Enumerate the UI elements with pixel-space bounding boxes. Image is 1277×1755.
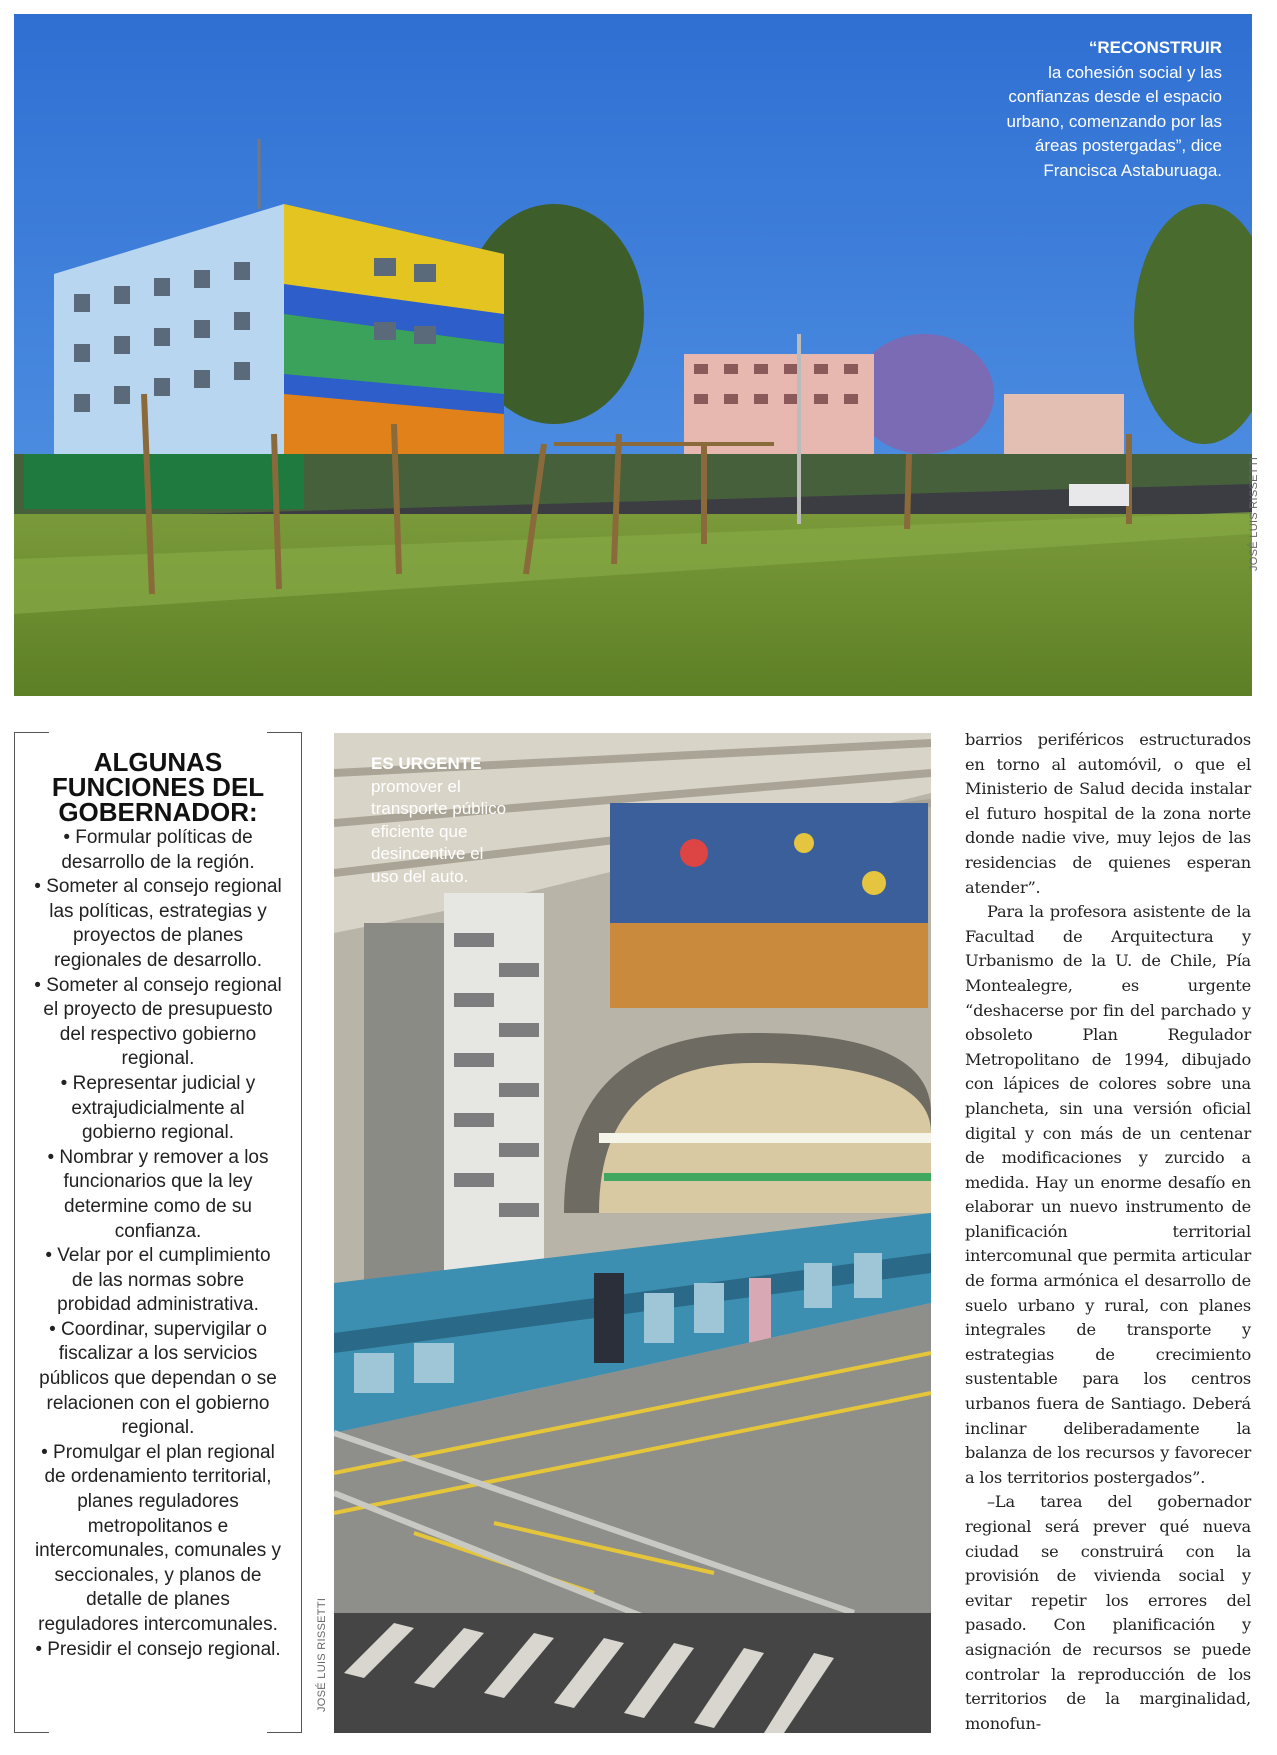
top-photo	[14, 14, 1252, 696]
subway-photo-caption	[371, 753, 511, 888]
subway-photo	[334, 733, 931, 1733]
caption-lead: “RECONSTRUIR	[1088, 38, 1222, 57]
list-item: • Promulgar el plan regional de ordenamiento territorial, planes reguladores metropolitanos e intercomunales, comunales y seccionales, y planos de detalle de planes reguladores intercomunales.	[34, 1441, 282, 1635]
functions-list	[34, 826, 282, 1662]
caption-lead: ES URGENTE	[371, 754, 482, 773]
article-paragraph: barrios periféricos estructurados en torno al automóvil, o que el Ministerio de Salud decida instalar el futuro hospital de la zona norte donde nadie vive, muy lejos de las residencias de quienes esperan atender”.	[965, 730, 1251, 897]
photo-credit: JOSÉ LUIS RISSETTI	[1248, 456, 1260, 571]
top-photo-caption	[992, 36, 1222, 183]
article-paragraph: –La tarea del gobernador regional será prever qué nueva ciudad se construirá con la provisión de vivienda social y evitar repetir los errores del pasado. Con planificación y asignación de recursos se puede controlar la reproducción de los territorios de la marginalidad, monofun-	[965, 1492, 1251, 1733]
list-item: • Coordinar, supervigilar o fiscalizar a los servicios públicos que dependan o se relacionen con el gobierno regional.	[39, 1318, 277, 1439]
caption-body: promover el transporte público eficiente que desincentive el uso del auto.	[371, 776, 507, 886]
list-item: • Nombrar y remover a los funcionarios que la ley determine como de su confianza.	[47, 1146, 269, 1242]
list-item: • Presidir el consejo regional.	[35, 1638, 281, 1660]
article-paragraph: Para la profesora asistente de la Facultad de Arquitectura y Urbanismo de la U. de Chile, Pía Montealegre, es urgente “deshacerse por fin del parchado y obsoleto Plan Regulador Metropolitano de 1994, dibujado con lápices de colores sobre una plancheta, sin una versión oficial digital y con más de un centenar de modificaciones y zurcido a medida. Hay un enorme desafío en elaborar un nuevo instrumento de planificación territorial intercomunal que permita articular de forma armónica el desarrollo de suelo urbano y rural, con planes integrales de transporte y estrategias de crecimiento sustentable para los centros urbanos fuera de Santiago. Deberá inclinar deliberadamente la balanza de los recursos y favorecer a los territorios postergados”.	[965, 902, 1251, 1487]
functions-sidebar	[14, 732, 302, 1733]
list-item: • Someter al consejo regional el proyecto de presupuesto del respectivo gobierno regional.	[34, 974, 282, 1070]
photo-credit: JOSÉ LUIS RISSETTI	[316, 1597, 328, 1712]
sidebar-title: ALGUNAS FUNCIONES DEL GOBERNADOR:	[51, 747, 265, 827]
list-item: • Representar judicial y extrajudicialmente al gobierno regional.	[60, 1072, 256, 1144]
list-item: • Formular políticas de desarrollo de la región.	[61, 827, 255, 873]
list-item: • Someter al consejo regional las políticas, estrategias y proyectos de planes regionales de desarrollo.	[34, 876, 282, 971]
article-column	[965, 728, 1251, 1736]
list-item: • Velar por el cumplimiento de las normas sobre probidad administrativa.	[45, 1245, 271, 1316]
caption-body: la cohesión social y las confianzas desde el espacio urbano, comenzando por las áreas postergadas”, dice Francisca Astaburuaga.	[1006, 62, 1222, 180]
